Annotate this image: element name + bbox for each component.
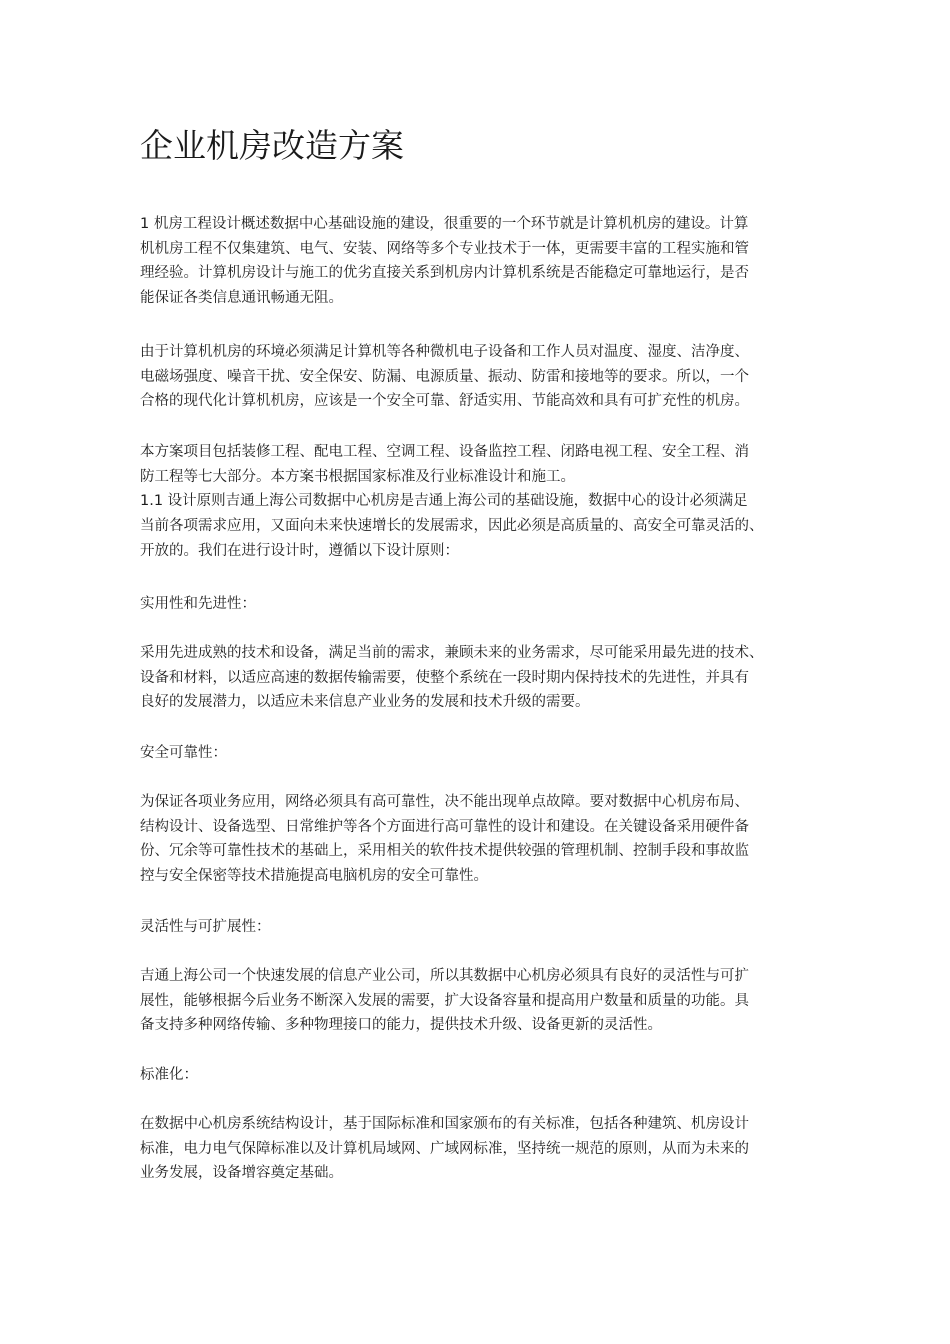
heading-flexibility <box>140 915 271 940</box>
paragraph-practicality <box>140 641 764 715</box>
section-heading: 安全可靠性： <box>140 745 227 761</box>
text-line: 采用先进成熟的技术和设备，满足当前的需求，兼顾未来的业务需求，尽可能采用最先进的技术、 <box>140 645 764 661</box>
text-line: 为保证各项业务应用，网络必须具有高可靠性，决不能出现单点故障。要对数据中心机房布局、 <box>140 794 749 810</box>
text-line: 展性，能够根据今后业务不断深入发展的需要，扩大设备容量和提高用户数量和质量的功能。具 <box>140 992 749 1009</box>
text-line: 合格的现代化计算机机房，应该是一个安全可靠、舒适实用、节能高效和具有可扩充性的机房。 <box>140 393 749 410</box>
text-line: 份、冗余等可靠性技术的基础上，采用相关的软件技术提供较强的管理机制、控制手段和事故监 <box>140 843 749 860</box>
text-line: 标准，电力电气保障标准以及计算机局域网、广域网标准，坚持统一规范的原则，从而为未来的 <box>140 1140 749 1157</box>
text-line: 业务发展，设备增容奠定基础。 <box>140 1165 343 1182</box>
text-line: 理经验。计算机房设计与施工的优劣直接关系到机房内计算机系统是否能稳定可靠地运行，是否 <box>140 265 749 282</box>
text-line: 能保证各类信息通讯畅通无阻。 <box>140 290 343 307</box>
section-heading: 灵活性与可扩展性： <box>140 919 271 935</box>
paragraph-scope-and-principles <box>140 440 764 563</box>
paragraph-environment <box>140 340 749 414</box>
text-line: 备支持多种网络传输、多种物理接口的能力，提供技术升级、设备更新的灵活性。 <box>140 1017 662 1034</box>
heading-practicality <box>140 592 256 617</box>
text-line: 吉通上海公司一个快速发展的信息产业公司，所以其数据中心机房必须具有良好的灵活性与可扩 <box>140 968 749 984</box>
paragraph-standardization <box>140 1112 749 1186</box>
text-line: 电磁场强度、噪音干扰、安全保安、防漏、电源质量、振动、防雷和接地等的要求。所以，一个 <box>140 368 749 385</box>
paragraph-reliability <box>140 790 749 889</box>
text-line: 开放的。我们在进行设计时，遵循以下设计原则： <box>140 542 459 559</box>
text-line: 1.1 设计原则吉通上海公司数据中心机房是吉通上海公司的基础设施，数据中心的设计必须满足 <box>140 493 748 510</box>
text-line: 防工程等七大部分。本方案书根据国家标准及行业标准设计和施工。 <box>140 468 575 485</box>
document-title: 企业机房改造方案 <box>140 126 404 165</box>
text-line: 设备和材料，以适应高速的数据传输需要，使整个系统在一段时期内保持技术的先进性，并具有 <box>140 669 749 686</box>
text-line: 当前各项需求应用，又面向未来快速增长的发展需求，因此必须是高质量的、高安全可靠灵活的、 <box>140 518 764 535</box>
text-line: 机机房工程不仅集建筑、电气、安装、网络等多个专业技术于一体，更需要丰富的工程实施和管 <box>140 240 749 257</box>
paragraph-overview <box>140 212 749 311</box>
text-line: 由于计算机机房的环境必须满足计算机等各种微机电子设备和工作人员对温度、湿度、洁净度、 <box>140 344 749 360</box>
text-line: 结构设计、设备选型、日常维护等各个方面进行高可靠性的设计和建设。在关键设备采用硬件备 <box>140 818 749 835</box>
paragraph-flexibility <box>140 964 749 1038</box>
text-line: 在数据中心机房系统结构设计，基于国际标准和国家颁布的有关标准，包括各种建筑、机房设计 <box>140 1116 749 1132</box>
text-line: 本方案项目包括装修工程、配电工程、空调工程、设备监控工程、闭路电视工程、安全工程、消 <box>140 444 749 460</box>
heading-reliability <box>140 741 227 766</box>
text-line: 1 机房工程设计概述数据中心基础设施的建设，很重要的一个环节就是计算机机房的建设。计算 <box>140 216 749 232</box>
text-line: 控与安全保密等技术措施提高电脑机房的安全可靠性。 <box>140 868 488 885</box>
heading-standardization <box>140 1063 198 1088</box>
text-line: 良好的发展潜力，以适应未来信息产业业务的发展和技术升级的需要。 <box>140 694 590 711</box>
section-heading: 标准化： <box>140 1067 198 1083</box>
section-heading: 实用性和先进性： <box>140 596 256 612</box>
